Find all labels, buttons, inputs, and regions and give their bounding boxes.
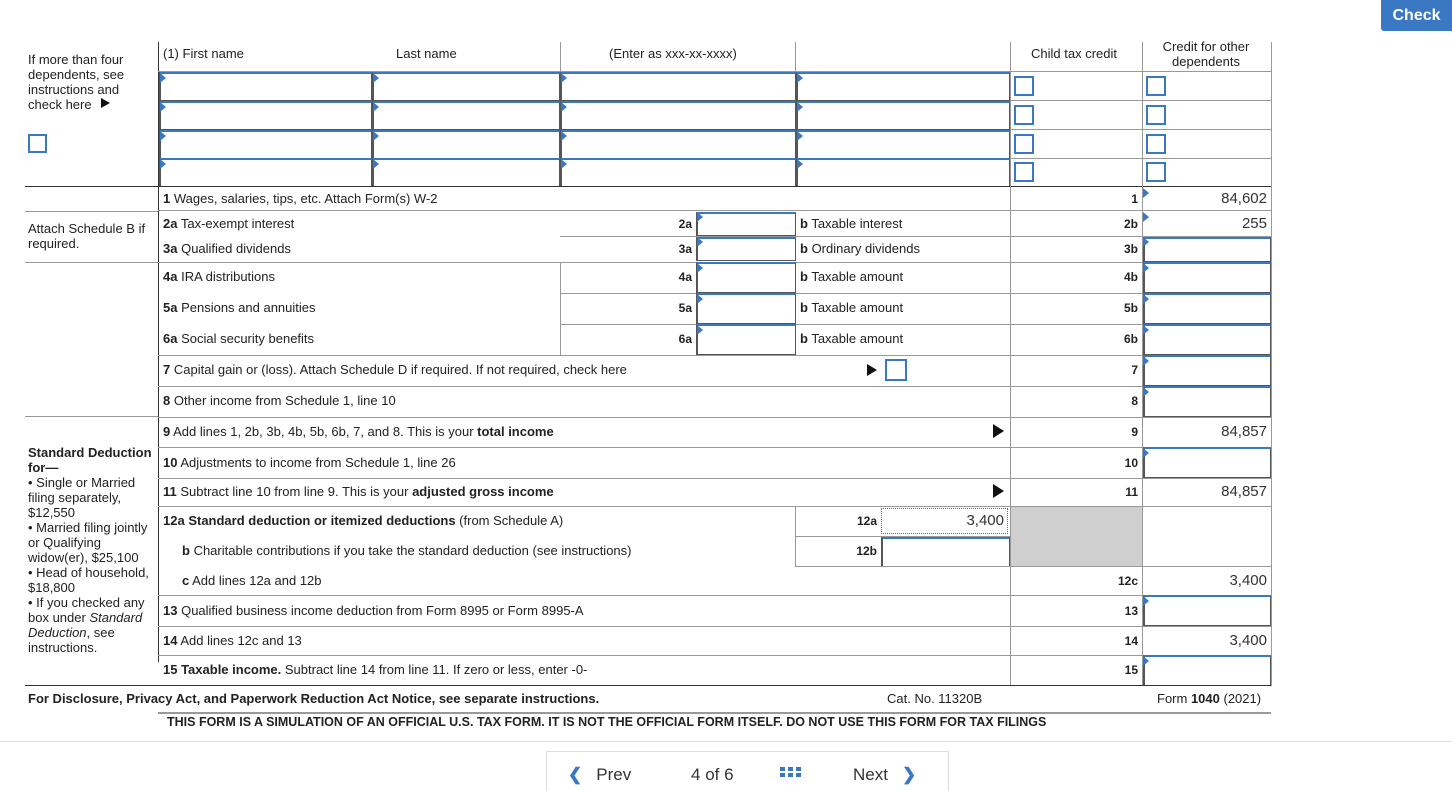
grid-icon[interactable] bbox=[780, 767, 801, 781]
line-6a-number: 6a bbox=[678, 332, 692, 346]
line-8-label: 8 Other income from Schedule 1, line 10 bbox=[163, 393, 396, 408]
line-8-number: 8 bbox=[1131, 394, 1138, 408]
line-9-number: 9 bbox=[1131, 425, 1138, 439]
dependent-row-1-ctc-checkbox[interactable] bbox=[1014, 76, 1034, 96]
line-4b-label: b Taxable amount bbox=[800, 269, 904, 284]
line-5a-input[interactable] bbox=[696, 293, 796, 324]
line-5a-label: 5a Pensions and annuities bbox=[163, 300, 316, 315]
col-credit-other-dependents: Credit for other dependents bbox=[1162, 39, 1250, 69]
line-11-value: 84,857 bbox=[1221, 483, 1267, 500]
line-3b-input[interactable] bbox=[1143, 237, 1271, 262]
disclosure-notice: For Disclosure, Privacy Act, and Paperwork Reduction Act Notice, see separate instructions. bbox=[28, 691, 600, 706]
line-3a-label: 3a Qualified dividends bbox=[163, 241, 291, 256]
dependent-row-4-cod-checkbox[interactable] bbox=[1146, 162, 1166, 182]
field-marker-icon bbox=[797, 73, 803, 83]
line-7-arrow-icon bbox=[867, 364, 877, 376]
prev-button[interactable]: ❮ Prev bbox=[568, 765, 632, 784]
line-12-gray-area bbox=[1011, 507, 1142, 566]
line-12b-input[interactable] bbox=[881, 537, 1010, 567]
line-12a-label: 12a Standard deduction or itemized deductions (from Schedule A) bbox=[163, 513, 564, 528]
line-3a-number: 3a bbox=[678, 242, 692, 256]
dependent-row-2-field-4[interactable] bbox=[796, 101, 1010, 130]
line-9-arrow-icon bbox=[993, 424, 1004, 438]
line-2b-value[interactable]: 255 bbox=[1241, 215, 1267, 232]
line-6a-input[interactable] bbox=[696, 324, 796, 355]
line-3b-number: 3b bbox=[1123, 242, 1138, 256]
dependent-row-2-ctc-checkbox[interactable] bbox=[1014, 105, 1034, 125]
field-marker-icon bbox=[561, 159, 567, 169]
line-1-value[interactable]: 84,602 bbox=[1221, 190, 1267, 207]
dependent-row-1-field-3[interactable] bbox=[560, 72, 796, 101]
line-6b-number: 6b bbox=[1123, 332, 1138, 346]
line-13-number: 13 bbox=[1124, 604, 1138, 618]
line-12c-number: 12c bbox=[1117, 574, 1138, 588]
line-2a-label: 2a Tax-exempt interest bbox=[163, 216, 295, 231]
dependent-row-4-field-4[interactable] bbox=[796, 158, 1010, 187]
line-7-label: 7 Capital gain or (loss). Attach Schedule D if required. If not required, check here bbox=[163, 362, 627, 377]
line-5b-number: 5b bbox=[1123, 301, 1138, 315]
col-last-name: Last name bbox=[396, 46, 457, 61]
line-12b-number: 12b bbox=[856, 544, 877, 558]
line-14-number: 14 bbox=[1124, 634, 1138, 648]
dependent-row-1-field-4[interactable] bbox=[796, 72, 1010, 101]
line-4b-number: 4b bbox=[1123, 270, 1138, 284]
dependent-row-3-cod-checkbox[interactable] bbox=[1146, 134, 1166, 154]
line-9-label: 9 Add lines 1, 2b, 3b, 4b, 5b, 6b, 7, and 8. This is your total income bbox=[163, 424, 554, 439]
field-marker-icon bbox=[160, 102, 166, 112]
line-11-label: 11 Subtract line 10 from line 9. This is your adjusted gross income bbox=[163, 484, 554, 499]
dependent-row-2-field-1[interactable] bbox=[159, 101, 372, 130]
dependent-row-2-field-3[interactable] bbox=[560, 101, 796, 130]
dependent-row-4-field-1[interactable] bbox=[159, 158, 372, 187]
field-marker-icon bbox=[561, 73, 567, 83]
dependent-row-3-field-3[interactable] bbox=[560, 130, 796, 159]
line-12c-value: 3,400 bbox=[1229, 572, 1267, 589]
field-marker-icon bbox=[373, 159, 379, 169]
col-child-tax-credit: Child tax credit bbox=[1031, 46, 1117, 61]
chevron-left-icon: ❮ bbox=[568, 765, 583, 784]
line-3b-label: b Ordinary dividends bbox=[800, 241, 920, 256]
attach-schedule-b: Attach Schedule B if required. bbox=[28, 221, 146, 251]
page-indicator: 4 of 6 bbox=[691, 765, 734, 784]
line-15-label: 15 Taxable income. Subtract line 14 from line 11. If zero or less, enter -0- bbox=[163, 662, 588, 677]
dependent-row-4-ctc-checkbox[interactable] bbox=[1014, 162, 1034, 182]
check-here-arrow-icon bbox=[101, 98, 110, 108]
line-6b-input[interactable] bbox=[1143, 324, 1271, 355]
dependent-row-3-field-4[interactable] bbox=[796, 130, 1010, 159]
pagination-bar bbox=[0, 741, 1452, 742]
dependent-row-1-field-2[interactable] bbox=[372, 72, 560, 101]
line-10-label: 10 Adjustments to income from Schedule 1, line 26 bbox=[163, 455, 456, 470]
line-4a-label: 4a IRA distributions bbox=[163, 269, 276, 284]
col-ssn: (Enter as xxx-xx-xxxx) bbox=[609, 46, 737, 61]
field-marker-icon bbox=[561, 131, 567, 141]
line-5b-input[interactable] bbox=[1143, 293, 1271, 324]
line-2b-number: 2b bbox=[1123, 217, 1138, 231]
line-7-checkbox[interactable] bbox=[885, 359, 907, 381]
line-2a-input[interactable] bbox=[696, 212, 796, 236]
dependent-row-4-field-3[interactable] bbox=[560, 158, 796, 187]
line-12b-label: b Charitable contributions if you take the standard deduction (see instructions) bbox=[182, 543, 632, 558]
dependent-row-2-cod-checkbox[interactable] bbox=[1146, 105, 1166, 125]
line-4a-input[interactable] bbox=[696, 262, 796, 293]
field-marker-icon bbox=[797, 102, 803, 112]
standard-deduction-side: Standard Deduction for— • Single or Married filing separately, $12,550 • Married filing jointly or Qualifying widow(er), $25,100 • Head of household, $18,800 • If you checked any box under Standard Deduction, see instructions. bbox=[28, 445, 152, 655]
line-8-input[interactable] bbox=[1143, 386, 1271, 417]
line-7-input[interactable] bbox=[1143, 355, 1271, 386]
line-13-label: 13 Qualified business income deduction from Form 8995 or Form 8995-A bbox=[163, 603, 584, 618]
dependent-row-2-field-2[interactable] bbox=[372, 101, 560, 130]
line-10-number: 10 bbox=[1124, 456, 1138, 470]
field-marker-icon bbox=[160, 73, 166, 83]
simulation-disclaimer: THIS FORM IS A SIMULATION OF AN OFFICIAL U.S. TAX FORM. IT IS NOT THE OFFICIAL FORM ITSELF. DO NOT USE THIS FORM FOR TAX FILINGS bbox=[167, 715, 1047, 729]
line-14-label: 14 Add lines 12c and 13 bbox=[163, 633, 302, 648]
line-1-label: 1 Wages, salaries, tips, etc. Attach Form(s) W-2 bbox=[163, 191, 438, 206]
dependent-row-1-field-1[interactable] bbox=[159, 72, 372, 101]
line-12a-value[interactable]: 3,400 bbox=[966, 512, 1004, 529]
dependent-row-1-cod-checkbox[interactable] bbox=[1146, 76, 1166, 96]
field-marker-icon bbox=[797, 159, 803, 169]
dependents-side-text: If more than four dependents, see instructions and check here bbox=[28, 52, 125, 112]
next-button[interactable]: Next ❯ bbox=[853, 765, 917, 784]
line-12a-number: 12a bbox=[856, 514, 877, 528]
line-15-input[interactable] bbox=[1143, 655, 1271, 686]
field-marker-icon bbox=[373, 73, 379, 83]
field-marker-icon bbox=[561, 102, 567, 112]
more-dependents-checkbox[interactable] bbox=[28, 134, 47, 153]
dependent-row-3-field-2[interactable] bbox=[372, 130, 560, 159]
line-6b-label: b Taxable amount bbox=[800, 331, 904, 346]
line-2a-number: 2a bbox=[678, 217, 692, 231]
check-button[interactable]: Check bbox=[1381, 0, 1452, 31]
line-11-number: 11 bbox=[1125, 485, 1138, 499]
line-11-arrow-icon bbox=[993, 484, 1004, 498]
cat-number: Cat. No. 11320B bbox=[887, 691, 983, 706]
line-1-number: 1 bbox=[1131, 192, 1138, 206]
form-id: Form 1040 (2021) bbox=[1157, 691, 1262, 706]
line-15-number: 15 bbox=[1124, 663, 1138, 677]
field-marker-icon bbox=[160, 131, 166, 141]
line-4b-input[interactable] bbox=[1143, 262, 1271, 293]
dependent-row-3-ctc-checkbox[interactable] bbox=[1014, 134, 1034, 154]
line-10-input[interactable] bbox=[1143, 447, 1271, 478]
field-marker-icon bbox=[373, 131, 379, 141]
line-7-number: 7 bbox=[1131, 363, 1138, 377]
line-5b-label: b Taxable amount bbox=[800, 300, 904, 315]
col-first-name: (1) First name bbox=[163, 46, 244, 61]
dependent-row-3-field-1[interactable] bbox=[159, 130, 372, 159]
chevron-right-icon: ❯ bbox=[901, 765, 917, 784]
field-marker-icon bbox=[797, 131, 803, 141]
line-9-value: 84,857 bbox=[1221, 423, 1267, 440]
line-5a-number: 5a bbox=[678, 301, 692, 315]
dependent-row-4-field-2[interactable] bbox=[372, 158, 560, 187]
line-3a-input[interactable] bbox=[696, 237, 796, 261]
field-marker-icon bbox=[160, 159, 166, 169]
line-6a-label: 6a Social security benefits bbox=[163, 331, 315, 346]
line-13-input[interactable] bbox=[1143, 595, 1271, 626]
line-12c-label: c Add lines 12a and 12b bbox=[182, 573, 322, 588]
line-4a-number: 4a bbox=[678, 270, 692, 284]
line-14-value: 3,400 bbox=[1229, 632, 1267, 649]
field-marker-icon bbox=[373, 102, 379, 112]
line-2b-label: b Taxable interest bbox=[800, 216, 903, 231]
